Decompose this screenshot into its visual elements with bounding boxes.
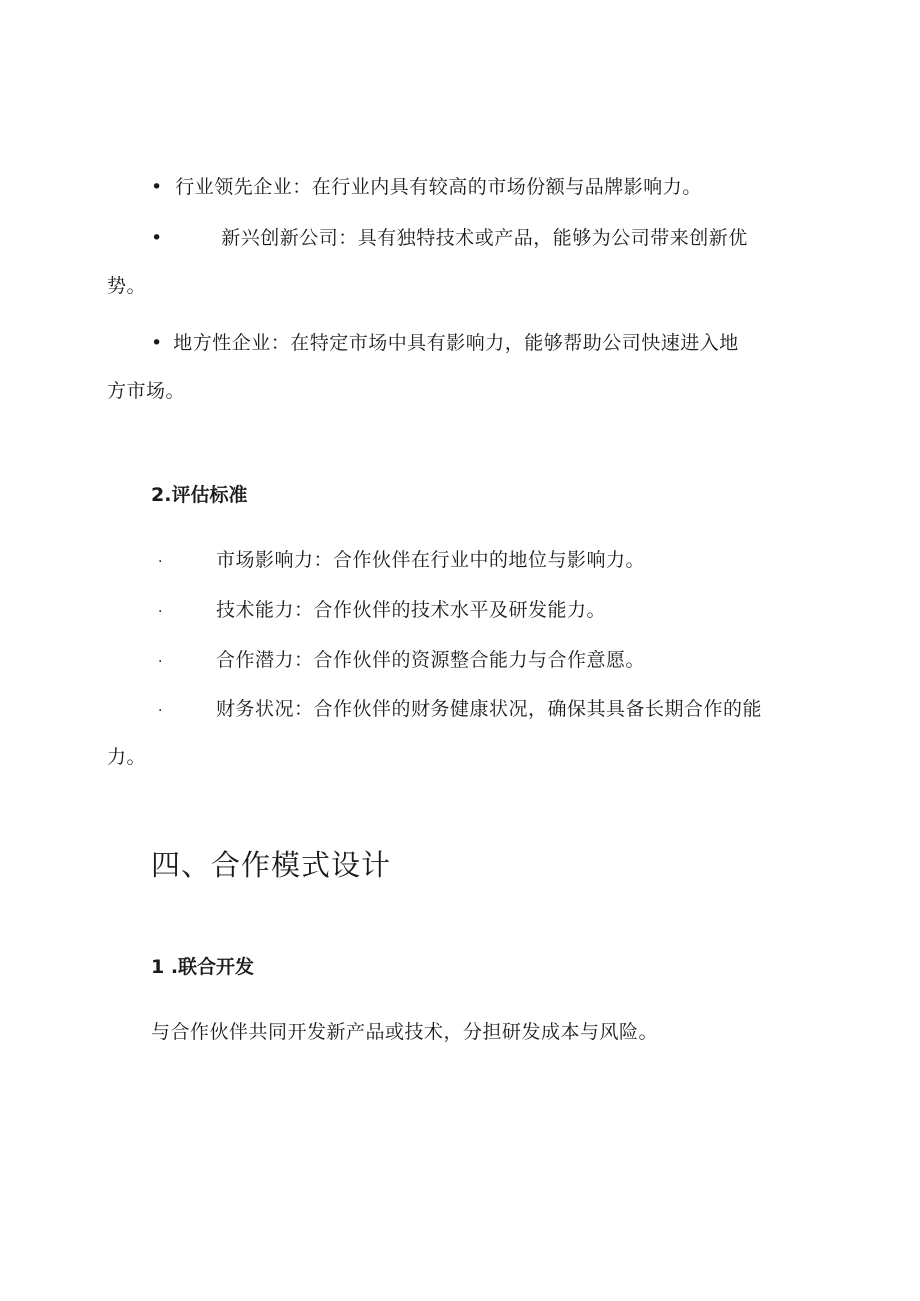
bullet: • (151, 332, 163, 354)
item-separator: ： (292, 176, 312, 198)
list-item (158, 698, 763, 720)
list-item-continuation: 势。 (107, 275, 147, 297)
list-item (151, 229, 748, 248)
item-label: 新兴创新公司 (221, 227, 339, 249)
list-item (158, 549, 646, 571)
item-text: 技术能力：合作伙伴的技术水平及研发能力。 (216, 599, 607, 621)
list-item (151, 178, 702, 197)
item-label: 地方性企业 (173, 332, 271, 354)
bullet: · (158, 604, 163, 620)
list-item-continuation: 方市场。 (107, 380, 186, 402)
bullet: · (158, 654, 163, 670)
subsection-heading: 1 .联合开发 (151, 956, 255, 978)
list-item (158, 649, 646, 671)
list-item (151, 334, 739, 353)
item-separator: ： (338, 227, 358, 249)
section-title: 四、合作模式设计 (151, 848, 392, 882)
list-item-continuation: 力。 (107, 746, 147, 768)
item-text: 合作潜力：合作伙伴的资源整合能力与合作意愿。 (216, 649, 646, 671)
item-label: 行业领先企业 (175, 176, 293, 198)
bullet: • (151, 227, 163, 249)
list-item (158, 599, 607, 621)
subsection-heading: 2.评估标准 (151, 484, 248, 506)
bullet: · (158, 703, 163, 719)
paragraph: 与合作伙伴共同开发新产品或技术，分担研发成本与风险。 (151, 1021, 659, 1043)
bullet: · (158, 554, 163, 570)
item-text: 在特定市场中具有影响力，能够帮助公司快速进入地 (290, 332, 739, 354)
item-text: 市场影响力：合作伙伴在行业中的地位与影响力。 (216, 549, 646, 571)
bullet: • (151, 176, 163, 198)
item-text: 具有独特技术或产品，能够为公司带来创新优 (357, 227, 748, 249)
item-text: 在行业内具有较高的市场份额与品牌影响力。 (311, 176, 702, 198)
item-separator: ： (270, 332, 291, 354)
item-text: 财务状况：合作伙伴的财务健康状况，确保其具备长期合作的能 (216, 698, 763, 720)
